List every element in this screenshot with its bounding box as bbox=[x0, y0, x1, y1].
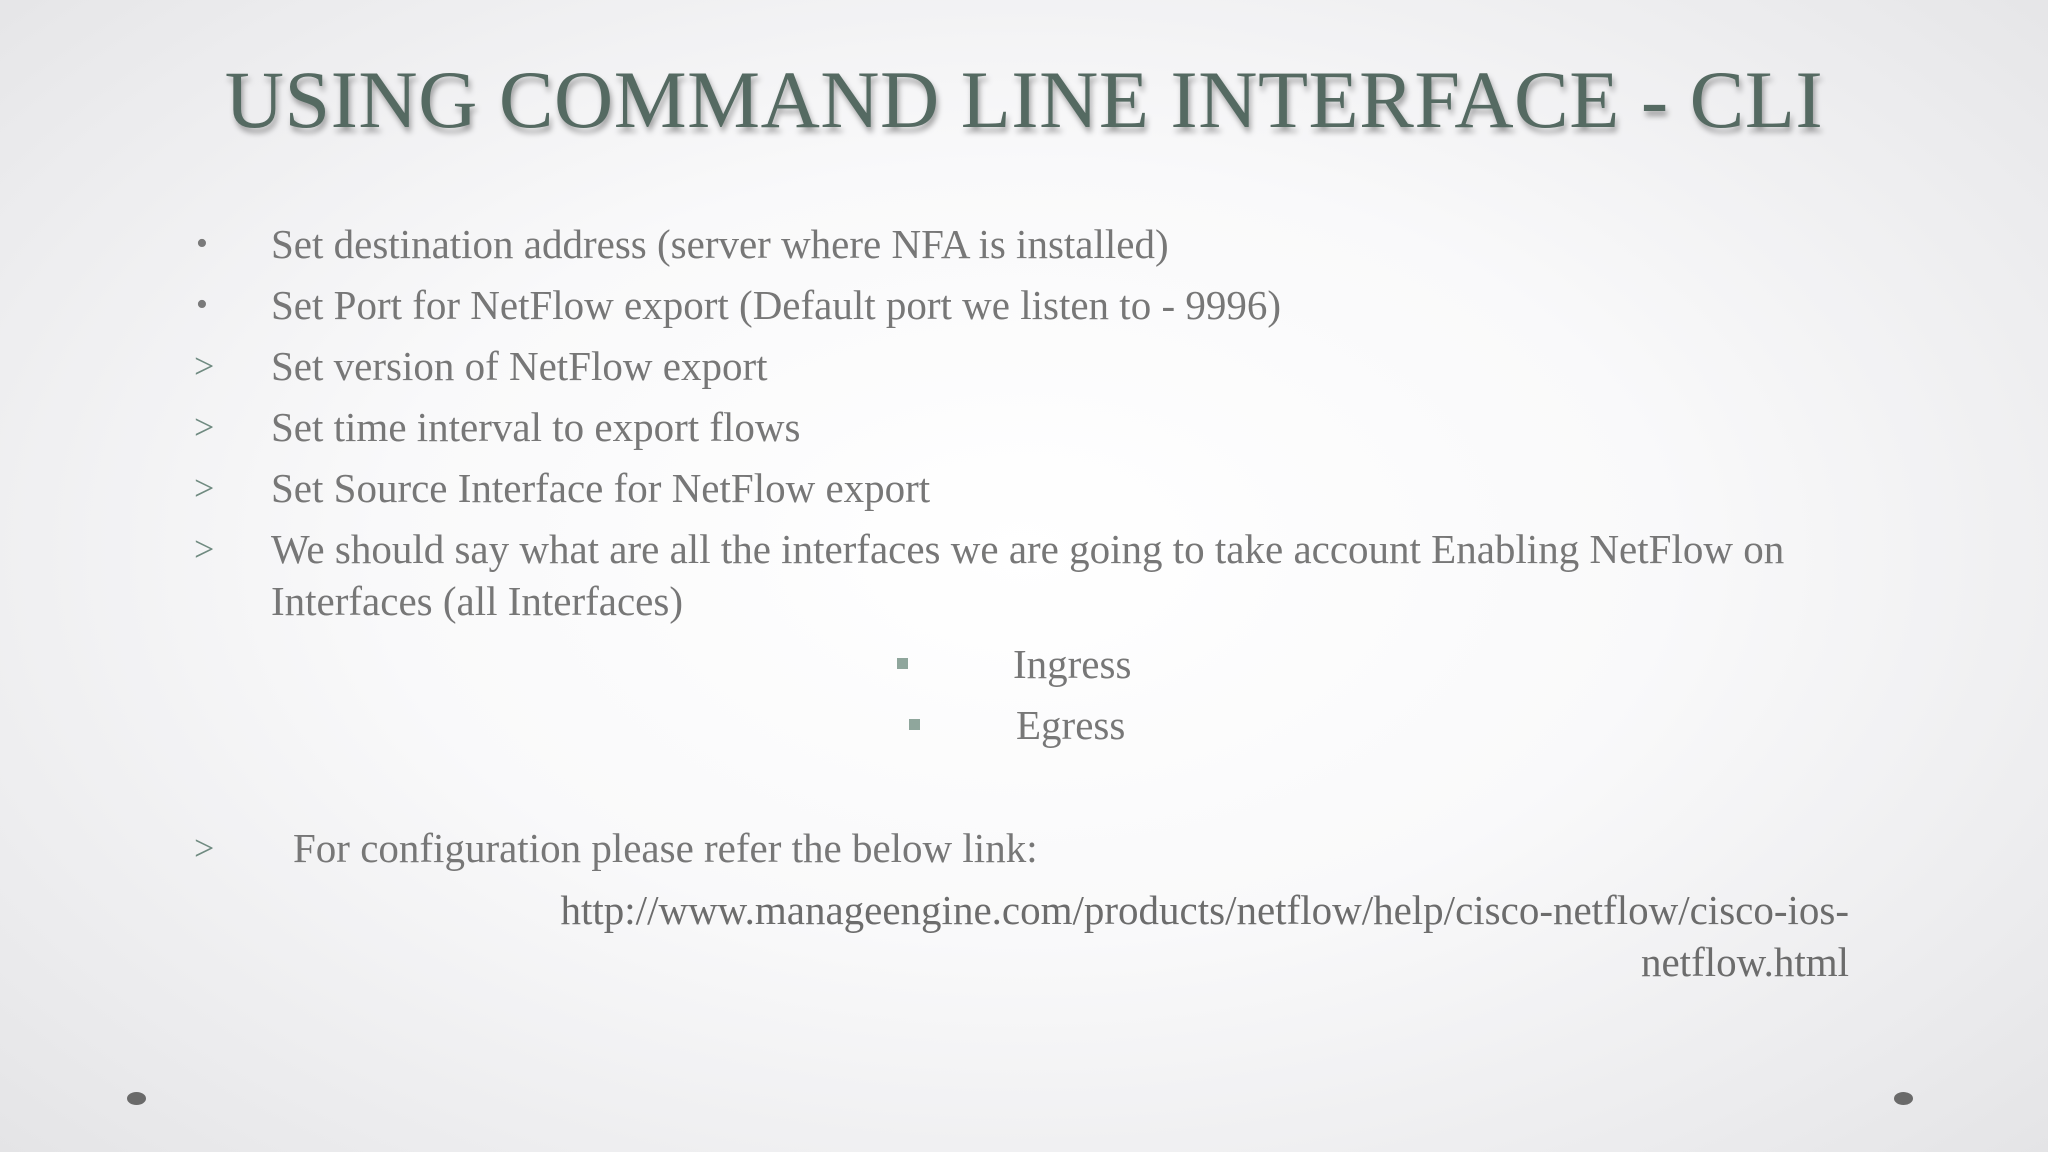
bullet-text: Set Port for NetFlow export (Default port we listen to - 9996) bbox=[271, 282, 1282, 328]
bullet-marker: • bbox=[196, 286, 208, 323]
bullet-text: Set destination address (server where NFA is installed) bbox=[271, 221, 1169, 267]
config-link[interactable] bbox=[249, 884, 1849, 988]
corner-dot-left-icon bbox=[127, 1092, 146, 1105]
bullet-text: Set Source Interface for NetFlow export bbox=[271, 465, 931, 511]
chevron-marker: > bbox=[194, 407, 215, 447]
bullet-text: We should say what are all the interfaces we are going to take account Enabling NetFlow on Interfaces (all Interfaces) bbox=[271, 526, 1785, 624]
square-bullet-icon bbox=[909, 719, 920, 730]
slide-title: USING COMMAND LINE INTERFACE - CLI bbox=[224, 54, 1824, 145]
bullet-text: Set version of NetFlow export bbox=[271, 343, 768, 389]
chevron-marker: > bbox=[194, 346, 215, 386]
bullet-text: Set time interval to export flows bbox=[271, 404, 801, 450]
square-bullet-icon bbox=[897, 658, 908, 669]
bullet-marker: • bbox=[196, 225, 208, 262]
config-text: For configuration please refer the below link: bbox=[293, 825, 1038, 871]
chevron-marker: > bbox=[194, 529, 215, 569]
chevron-marker: > bbox=[194, 828, 215, 868]
config-link-line-2[interactable]: netflow.html bbox=[1640, 939, 1849, 985]
config-link-line-1[interactable]: http://www.manageengine.com/products/netflow/help/cisco-netflow/cisco-ios- bbox=[560, 887, 1849, 933]
chevron-marker: > bbox=[194, 468, 215, 508]
sub-item-label: Egress bbox=[1016, 702, 1126, 748]
sub-item-label: Ingress bbox=[1013, 641, 1132, 687]
corner-dot-right-icon bbox=[1894, 1092, 1913, 1105]
